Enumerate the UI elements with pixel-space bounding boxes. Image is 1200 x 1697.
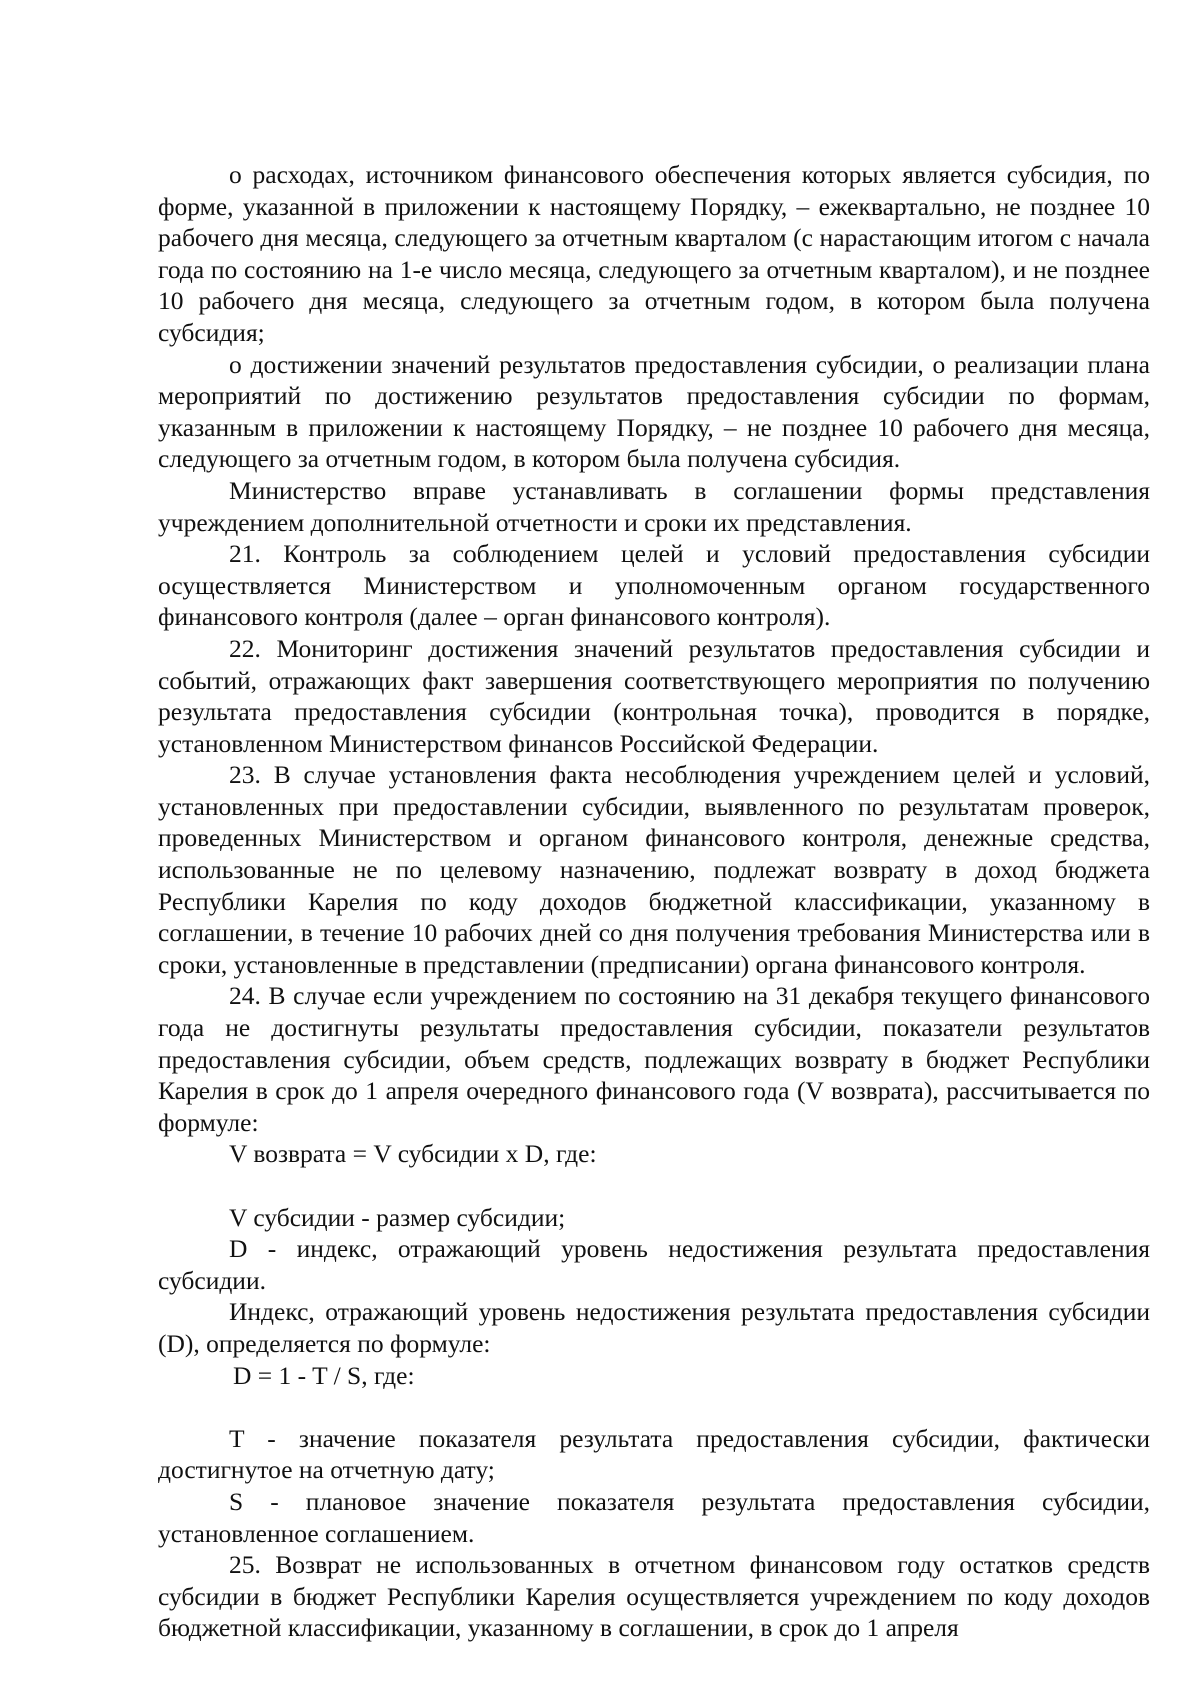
- paragraph-24-refund-formula-intro: 24. В случае если учреждением по состоянию на 31 декабря текущего финансового года не достигнуты результаты предоставления субсидии, показатели результатов предоставления субсидии, объем средств, подлежащих возврату в бюджет Республики Карелия в срок до 1 апреля очередного финансового года (V возврата), рассчитывается по формуле:: [158, 981, 1150, 1137]
- definition-s-planned: S - плановое значение показателя результата предоставления субсидии, установленное соглашением.: [158, 1486, 1150, 1548]
- paragraph-results-report: о достижении значений результатов предоставления субсидии, о реализации плана мероприятий по достижению результатов предоставления субсидии по формам, указанным в приложении к настоящему Порядку, – не позднее 10 рабочего дня месяца, следующего за отчетным годом, в котором была получена субсидия.: [158, 349, 1150, 474]
- blank-line: [158, 1170, 1150, 1202]
- blank-line: [158, 1391, 1150, 1423]
- paragraph-25-unused-balance: 25. Возврат не использованных в отчетном финансовом году остатков средств субсидии в бюджет Республики Карелия осуществляется учреждением по коду доходов бюджетной классификации, указанному в соглашении, в срок до 1 апреля: [158, 1550, 1150, 1643]
- paragraph-21-control: 21. Контроль за соблюдением целей и условий предоставления субсидии осуществляется Министерством и уполномоченным органом государственного финансового контроля (далее – орган финансового контроля).: [158, 539, 1150, 632]
- formula-index-d: D = 1 - T / S, где:: [233, 1360, 415, 1390]
- document-page: [158, 159, 1150, 1644]
- paragraph-22-monitoring: 22. Мониторинг достижения значений результатов предоставления субсидии и событий, отражающих факт завершения соответствующего мероприятия по получению результата предоставления субсидии (контрольная точка), проводится в порядке, установленном Министерством финансов Российской Федерации.: [158, 633, 1150, 758]
- formula-refund-volume: V возврата = V субсидии x D, где:: [229, 1139, 597, 1169]
- paragraph-index-formula-intro: Индекс, отражающий уровень недостижения результата предоставления субсидии (D), определяется по формуле:: [158, 1297, 1150, 1358]
- definition-v-subsidy: V субсидии - размер субсидии;: [229, 1202, 566, 1232]
- paragraph-23-refund-violation: 23. В случае установления факта несоблюдения учреждением целей и условий, установленных при предоставлении субсидии, выявленного по результатам проверок, проведенных Министерством и органом финансового контроля, денежные средства, использованные не по целевому назначению, подлежат возврату в доход бюджета Республики Карелия по коду доходов бюджетной классификации, указанному в соглашении, в течение 10 рабочих дней со дня получения требования Министерства или в сроки, установленные в представлении (предписании) органа финансового контроля.: [158, 760, 1150, 979]
- definition-t-actual: T - значение показателя результата предоставления субсидии, фактически достигнутое на отчетную дату;: [158, 1423, 1150, 1485]
- paragraph-additional-reporting: Министерство вправе устанавливать в соглашении формы представления учреждением дополнительной отчетности и сроки их представления.: [158, 475, 1150, 537]
- paragraph-expense-report: о расходах, источником финансового обеспечения которых является субсидия, по форме, указанной в приложении к настоящему Порядку, – ежеквартально, не позднее 10 рабочего дня месяца, следующего за отчетным кварталом (с нарастающим итогом с начала года по состоянию на 1-е число месяца, следующего за отчетным кварталом), и не позднее 10 рабочего дня месяца, следующего за отчетным годом, в котором была получена субсидия;: [158, 160, 1150, 347]
- definition-d-index: D - индекс, отражающий уровень недостижения результата предоставления субсидии.: [158, 1234, 1150, 1295]
